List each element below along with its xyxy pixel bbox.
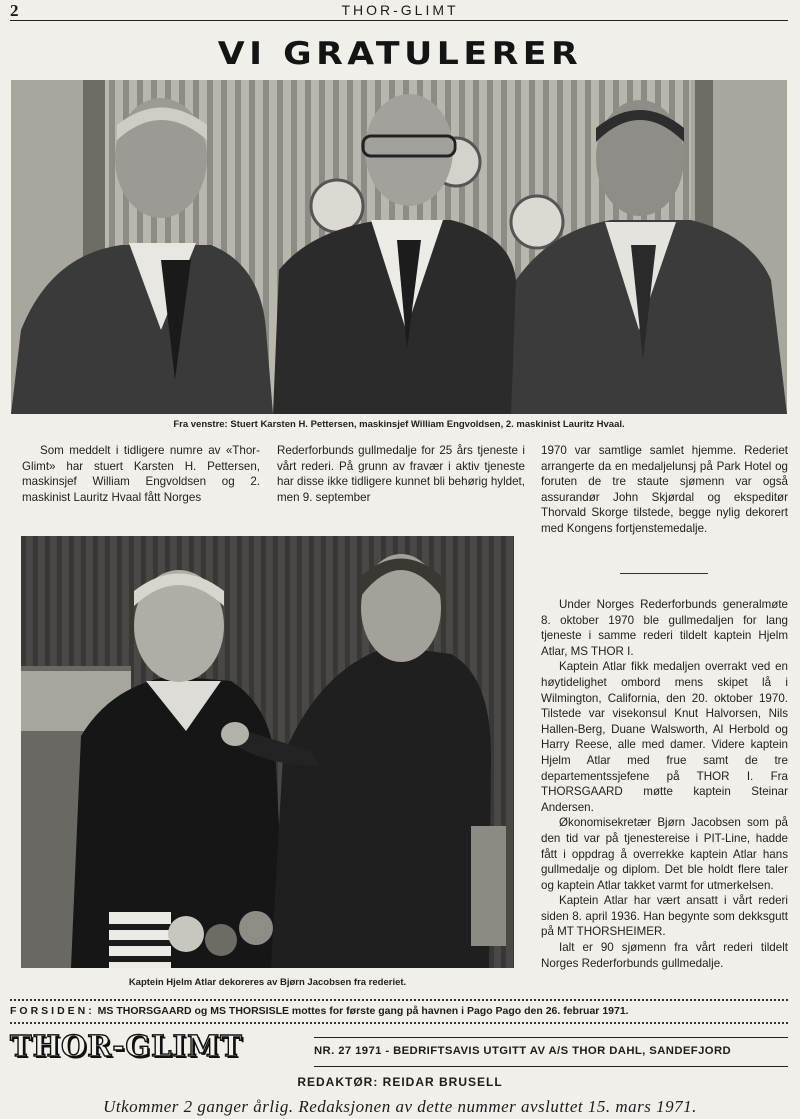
forsiden-text: MS THORSGAARD og MS THORSISLE mottes for første gang på havnen i Pago Pago den 26. februar 1971. [97,1005,629,1017]
page-number: 2 [10,1,19,20]
headline: VI GRATULERER [217,36,583,72]
article-paragraph-1: Som meddelt i tidligere numre av «Thor-Glimt» har stuert Karsten H. Pettersen, maskinsjef William Engvoldsen og 2. maskinist Lauritz Hvaal fått Norges [22,444,260,504]
bottom-photo-caption: Kaptein Hjelm Atlar dekoreres av Bjørn Jacobsen fra rederiet. [128,977,407,988]
group-photo [11,80,787,414]
editor-line: REDAKTØR: REIDAR BRUSELL [297,1075,503,1089]
forsiden-bottom-rule [10,1022,788,1024]
article-column-1 [22,443,260,505]
header-rule [10,20,788,21]
article-paragraph-2: Rederforbunds gullmedalje for 25 års tjeneste i vårt rederi. På grunn av fravær i aktiv tjeneste har disse ikke tidligere kunnet bli behørig hyldet, men 9. september [277,444,525,504]
sidebar-paragraph-2: Kaptein Atlar fikk medaljen overrakt ved en høytidelighet ombord mens skipet lå i Wilmington, California, den 20. oktober 1970. Tilstede var visekonsul Knut Halvorsen, Nils Hallen-Berg, Duane Walsworth, Al Herbold og Harry Reese, alle med damer. Videre kaptein Hjelm Atlar med frue samt de tre departementssjefene på THOR I. Fra THORSGAARD møtte kaptein Steinar Andersen. [541,660,788,814]
top-photo-caption: Fra venstre: Stuert Karsten H. Pettersen, maskinsjef William Engvoldsen, 2. maskinist Lauritz Hvaal. [173,419,625,430]
sidebar-column [541,597,788,971]
running-title: THOR-GLIMT [341,2,459,18]
sidebar-paragraph-4: Kaptein Atlar har vært ansatt i vårt rederi siden 8. april 1936. Han begynte som dekksgutt på MT THORSHEIMER. [541,894,788,939]
medal-ceremony-photo [21,536,514,968]
article-column-2 [277,443,525,505]
publication-note: Utkommer 2 ganger årlig. Redaksjonen av dette nummer avsluttet 15. mars 1971. [103,1097,697,1116]
masthead-rule-top [314,1037,788,1038]
forsiden-label: FORSIDEN: [10,1005,95,1017]
article-column-3 [541,443,788,537]
forsiden-note [10,1005,629,1017]
masthead-rule-bottom [314,1066,788,1067]
section-divider [620,573,708,574]
article-paragraph-3: 1970 var samtlige samlet hjemme. Rederiet arrangerte da en medaljelunsj på Park Hotel og foruten de tre staute sjømenn var også assurandør John Skjørdal og ekspeditør Thorvald Skorge tilstede, begge nylig dekorert med Kongens fortjenstemedalje. [541,444,788,535]
sidebar-paragraph-5: Ialt er 90 sjømenn fra vårt rederi tildelt Norges Rederforbunds gullmedalje. [541,941,788,970]
forsiden-top-rule [10,999,788,1001]
masthead-logo: THOR-GLIMT [10,1029,243,1063]
sidebar-paragraph-3: Økonomisekretær Bjørn Jacobsen som på den tid var på tjenestereise i PIT-Line, hadde fått i oppdrag å overrekke kaptein Atlar hans gullmedalje og diplom. Det ble holdt flere taler og kaptein Atlar takket varmt for utmerkelsen. [541,816,788,892]
masthead-info: NR. 27 1971 - BEDRIFTSAVIS UTGITT AV A/S THOR DAHL, SANDEFJORD [314,1045,732,1057]
sidebar-paragraph-1: Under Norges Rederforbunds generalmøte 8. oktober 1970 ble gullmedaljen for lang tjeneste i samme rederi tildelt kaptein Hjelm Atlar, MS THOR I. [541,598,788,658]
